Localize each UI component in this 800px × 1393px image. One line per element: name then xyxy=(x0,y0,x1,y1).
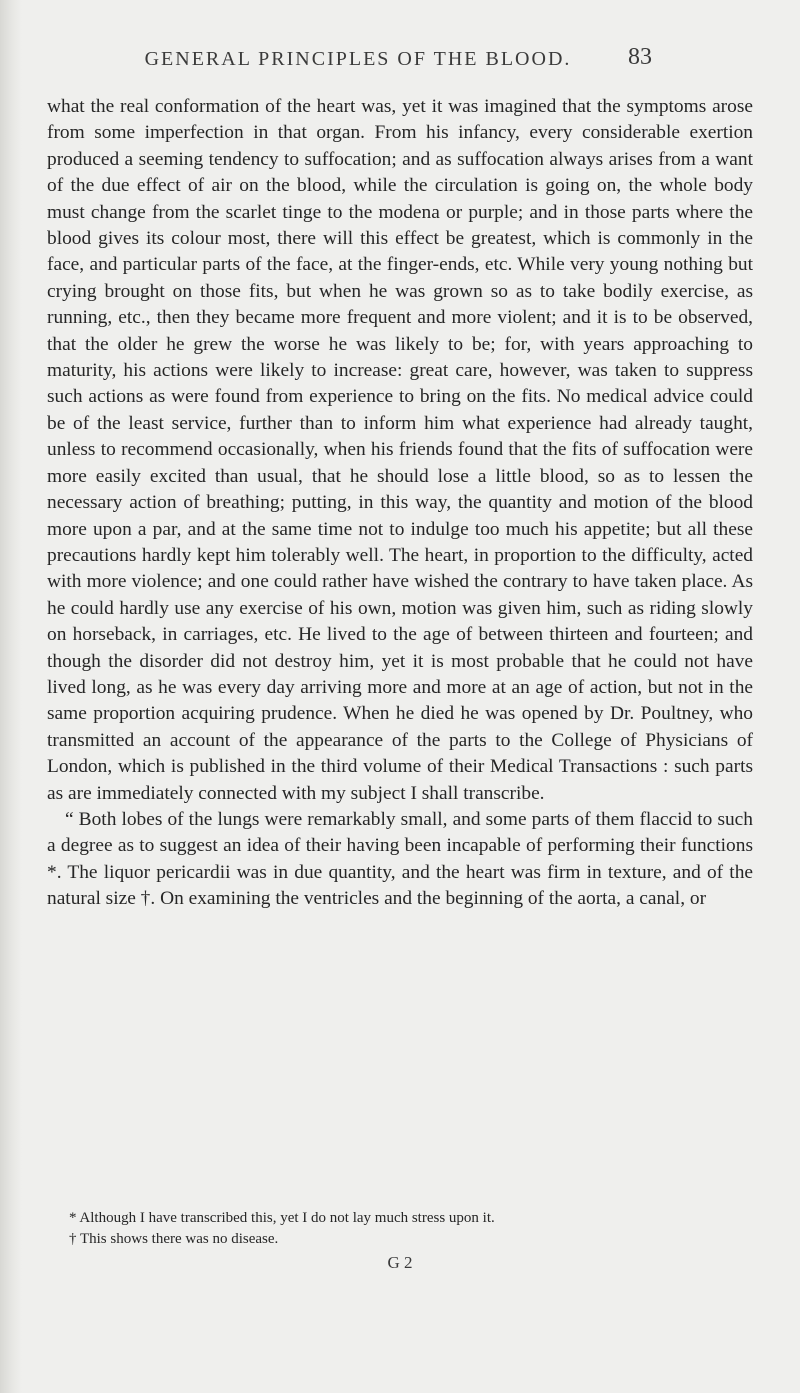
signature-mark: G 2 xyxy=(387,1253,413,1272)
footnote-2: † This shows there was no disease. xyxy=(69,1231,279,1247)
footnote-1: * Although I have transcribed this, yet I do not lay much stress upon it. xyxy=(69,1210,495,1226)
body-paragraph-1: what the real conformation of the heart was, yet it was imagined that the symptoms arose from some imperfection in that organ. From his infancy, every considerable exertion produced a seeming tendency to suffocation; and as suffocation always arises from a want of the due effect of air on the blood, while the circulation is going on, the whole body must change from the scarlet tinge to the modena or purple; and in those parts where the blood gives its colour most, there will this effect be greatest, which is commonly in the face, and particular parts of the face, at the finger-ends, etc. While very young nothing but crying brought on those fits, but when he was grown so as to take bodily exercise, as running, etc., then they became more frequent and more violent; and it is to be observed, that the older he grew the worse he was likely to be; for, with years approaching to maturity, his actions were likely to increase: great care, however, was taken to suppress such actions as were found from experience to bring on the fits. No medical advice could be of the least service, further than to inform him what experience had already taught, unless to recommend occasionally, when his friends found that the fits of suffocation were more easily excited than usual, that he should lose a little blood, so as to lessen the necessary action of breathing; putting, in this way, the quantity and motion of the blood more upon a par, and at the same time not to indulge too much his appetite; but all these precautions hardly kept him tolerably well. The heart, in proportion to the difficulty, acted with more violence; and one could rather have wished the contrary to have taken place. As he could hardly use any exercise of his own, motion was given him, such as riding slowly on horseback, in carriages, etc. He lived to the age of between thirteen and fourteen; and though the disorder did not destroy him, yet it is most probable that he could not have lived long, as he was every day arriving more and more at an age of action, but not in the same proportion acquiring prudence. When he died he was opened by Dr. Poultney, who transmitted an account of the appearance of the parts to the College of Physicians of London, which is published in the third volume of their Medical Transactions : such parts as are immediately connected with my subject I shall transcribe. xyxy=(47,96,753,804)
running-title: GENERAL PRINCIPLES OF THE BLOOD. xyxy=(144,48,572,70)
body-text xyxy=(47,94,753,913)
page-number: 83 xyxy=(628,44,652,70)
page-gutter-shadow xyxy=(0,0,22,1393)
body-paragraph-2-quotation: “ Both lobes of the lungs were remarkably small, and some parts of them flaccid to such a degree as to suggest an idea of their having been incapable of performing their functions *. The liquor pericardii was in due quantity, and the heart was firm in texture, and of the natural size †. On examining the ventricles and the beginning of the aorta, a canal, or xyxy=(47,808,753,910)
footnotes xyxy=(47,1208,753,1250)
